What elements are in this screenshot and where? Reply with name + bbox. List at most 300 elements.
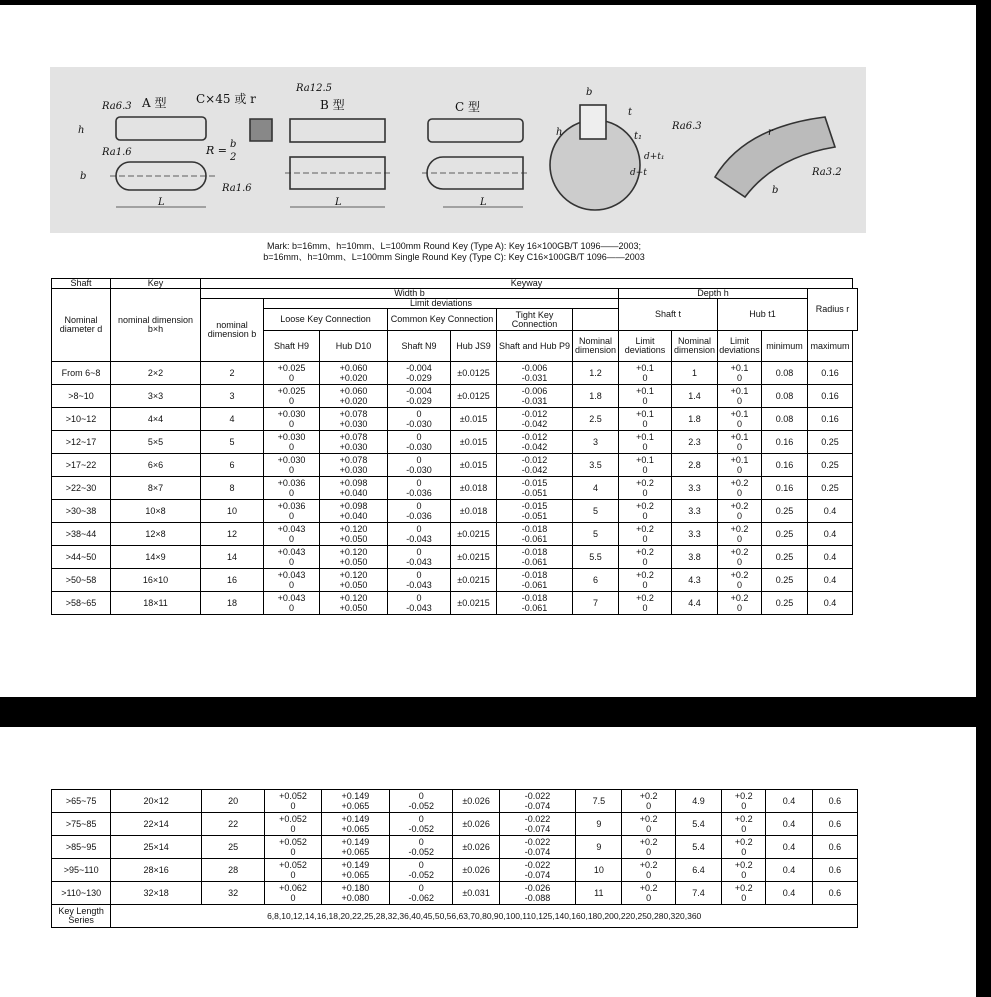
shaft-h9-cell-upper: +0.043 [277, 524, 306, 534]
radius-max-cell: 0.25 [808, 431, 853, 454]
frac-2: 2 [230, 152, 237, 163]
table-row [52, 431, 858, 454]
shaft-diameter-cell: >8~10 [52, 385, 111, 408]
shaft-hub-p9-cell-lower: -0.061 [521, 557, 548, 567]
hub-t1-dev-cell [718, 477, 762, 500]
shaft-n9-cell-upper: 0 [418, 860, 424, 870]
shaft-t-cell: 4 [573, 477, 619, 500]
hub-t1-dev-cell-lower: 0 [741, 893, 747, 903]
shaft-t-dev-cell [619, 477, 672, 500]
key-length-label: Key Length Series [52, 905, 111, 928]
dim-h-shaft: h [556, 127, 563, 138]
shaft-h9-cell-upper: +0.036 [277, 501, 306, 511]
hub-d10-cell-lower: +0.080 [341, 893, 370, 903]
hub-d10-cell [320, 569, 388, 592]
shaft-n9-cell-lower: -0.052 [408, 801, 435, 811]
shaft-h9-cell-upper: +0.052 [279, 814, 307, 824]
shaft-h9-cell-upper: +0.052 [279, 791, 307, 801]
hub-d10-cell [320, 362, 388, 385]
shaft-h9-cell [265, 836, 321, 859]
hub-d10-cell-upper: +0.060 [339, 363, 368, 373]
shaft-n9-cell-upper: 0 [418, 814, 424, 824]
hub-d10-cell-lower: +0.065 [341, 870, 370, 880]
nominal-b-cell: 25 [201, 836, 264, 859]
shaft-diameter-cell: >44~50 [52, 546, 111, 569]
shaft-n9-cell-lower: -0.029 [406, 373, 432, 383]
shaft-h9-cell [264, 592, 320, 615]
hub-t1-dev-cell [718, 569, 762, 592]
nominal-b-cell: 32 [201, 882, 264, 905]
shaft-n9-cell-lower: -0.043 [406, 557, 432, 567]
nominal-b-cell: 5 [201, 431, 264, 454]
hub-d10-cell-upper: +0.060 [339, 386, 368, 396]
shaft-hub-p9-cell-lower: -0.074 [524, 847, 551, 857]
hub-t1-dev-cell [718, 408, 762, 431]
hub-d10-cell-lower: +0.030 [339, 465, 368, 475]
header-shaft-t: Shaft t [619, 299, 718, 331]
key-size-cell: 32×18 [111, 882, 202, 905]
shaft-t-dev-cell [619, 546, 672, 569]
shaft-hub-p9-cell [499, 836, 575, 859]
hub-js9-cell: ±0.015 [451, 408, 497, 431]
shaft-n9-cell-upper: 0 [416, 432, 422, 442]
shaft-h9-cell-upper: +0.025 [277, 386, 306, 396]
shaft-diameter-cell: >85~95 [52, 836, 111, 859]
shaft-t-dev-cell [622, 790, 675, 813]
hub-t1-dev-cell [718, 546, 762, 569]
shaft-diameter-cell: From 6~8 [52, 362, 111, 385]
hub-t1-dev-cell-upper: +0.1 [730, 409, 749, 419]
hub-d10-cell-lower: +0.050 [339, 580, 368, 590]
hub-t1-dev-cell-lower: 0 [736, 465, 742, 475]
hub-js9-cell: ±0.026 [453, 859, 499, 882]
hub-t1-dev-cell [718, 362, 762, 385]
radius-max-cell: 0.6 [812, 836, 857, 859]
shaft-h9-cell-lower: 0 [288, 373, 294, 383]
hub-t1-dev-cell-lower: 0 [736, 419, 742, 429]
header-nominal-dim-b: nominal dimension b [201, 299, 264, 362]
shaft-n9-cell-upper: 0 [416, 409, 422, 419]
key-size-cell: 6×6 [111, 454, 201, 477]
shaft-t-dev-cell-lower: 0 [646, 870, 652, 880]
hub-d10-cell [321, 813, 389, 836]
shaft-n9-cell-lower: -0.062 [408, 893, 435, 903]
shaft-hub-p9-cell [497, 592, 573, 615]
header-maximum: maximum [808, 331, 853, 362]
hub-d10-cell-lower: +0.030 [339, 442, 368, 452]
hub-t1-dev-cell-upper: +0.1 [730, 455, 749, 465]
shaft-hub-p9-cell-upper: -0.012 [521, 409, 548, 419]
shaft-n9-cell-lower: -0.043 [406, 603, 432, 613]
shaft-hub-p9-cell [497, 500, 573, 523]
hub-t1-cell: 7.4 [675, 882, 721, 905]
radius-min-cell: 0.16 [762, 454, 808, 477]
radius-max-cell: 0.25 [808, 477, 853, 500]
shaft-t-dev-cell-upper: +0.2 [639, 883, 658, 893]
hub-t1-dev-cell-lower: 0 [741, 847, 747, 857]
header-shaft-nominal: Nominal dimension [573, 331, 619, 362]
shaft-hub-p9-cell-upper: -0.006 [521, 363, 548, 373]
shaft-h9-cell [264, 477, 320, 500]
shaft-t-cell: 3.5 [573, 454, 619, 477]
table-row [52, 790, 858, 813]
shaft-n9-cell-upper: 0 [416, 524, 422, 534]
shaft-diameter-cell: >95~110 [52, 859, 111, 882]
hub-d10-cell-lower: +0.020 [339, 396, 368, 406]
hub-js9-cell: ±0.0215 [451, 546, 497, 569]
shaft-hub-p9-cell-upper: -0.018 [521, 547, 548, 557]
header-minimum: minimum [762, 331, 808, 362]
nominal-b-cell: 14 [201, 546, 264, 569]
hub-js9-cell: ±0.0215 [451, 523, 497, 546]
shaft-t-dev-cell [619, 592, 672, 615]
table-row [52, 523, 858, 546]
shaft-h9-cell [265, 859, 321, 882]
shaft-n9-cell [388, 362, 451, 385]
shaft-n9-cell-lower: -0.030 [406, 465, 432, 475]
shaft-h9-cell [265, 882, 321, 905]
shaft-n9-cell [388, 500, 451, 523]
dim-d-minus-t: d−t [630, 168, 647, 178]
table-body-continued [52, 790, 858, 928]
hub-d10-cell [320, 385, 388, 408]
nominal-b-cell: 2 [201, 362, 264, 385]
shaft-hub-p9-cell [497, 408, 573, 431]
shaft-h9-cell-upper: +0.030 [277, 409, 306, 419]
header-shaft: Shaft [52, 279, 111, 289]
header-key: Key [111, 279, 201, 289]
shaft-t-dev-cell [619, 454, 672, 477]
radius-min-cell: 0.25 [762, 500, 808, 523]
shaft-diameter-cell: >12~17 [52, 431, 111, 454]
hub-t1-cell: 1.8 [672, 408, 718, 431]
shaft-hub-p9-cell-lower: -0.051 [521, 488, 548, 498]
shaft-n9-cell-upper: 0 [416, 547, 422, 557]
shaft-diameter-cell: >50~58 [52, 569, 111, 592]
hub-d10-cell-upper: +0.180 [341, 883, 370, 893]
hub-t1-cell: 3.3 [672, 523, 718, 546]
hub-t1-dev-cell-lower: 0 [741, 801, 747, 811]
hub-t1-dev-cell-upper: +0.1 [730, 432, 749, 442]
shaft-t-dev-cell-lower: 0 [642, 511, 648, 521]
mark-caption [50, 241, 858, 263]
shaft-n9-cell [388, 523, 451, 546]
hub-t1-cell: 1 [672, 362, 718, 385]
hub-t1-cell: 6.4 [675, 859, 721, 882]
hub-d10-cell-lower: +0.065 [341, 824, 370, 834]
key-size-cell: 2×2 [111, 362, 201, 385]
hub-d10-cell-lower: +0.050 [339, 534, 368, 544]
ra-12-5-label: Ra12.5 [296, 83, 332, 94]
shaft-n9-cell-upper: 0 [416, 501, 422, 511]
shaft-h9-cell-lower: 0 [290, 893, 296, 903]
shaft-hub-p9-cell-upper: -0.022 [524, 860, 551, 870]
chamfer-label: C×45 或 r [196, 92, 256, 106]
hub-d10-cell [321, 882, 389, 905]
hub-t1-dev-cell-lower: 0 [741, 870, 747, 880]
hub-d10-cell-lower: +0.065 [341, 847, 370, 857]
shaft-t-dev-cell-lower: 0 [642, 603, 648, 613]
r-eq-label: R = [206, 144, 227, 157]
shaft-h9-cell [264, 569, 320, 592]
shaft-h9-cell-upper: +0.052 [279, 860, 307, 870]
hub-t1-dev-cell-lower: 0 [741, 824, 747, 834]
radius-min-cell: 0.25 [762, 592, 808, 615]
nominal-b-cell: 10 [201, 500, 264, 523]
shaft-t-cell: 9 [576, 836, 622, 859]
radius-max-cell: 0.4 [808, 523, 853, 546]
key-size-cell: 10×8 [111, 500, 201, 523]
shaft-h9-cell [265, 790, 321, 813]
hub-d10-cell-upper: +0.149 [341, 837, 370, 847]
shaft-t-dev-cell [619, 431, 672, 454]
shaft-n9-cell-upper: 0 [416, 455, 422, 465]
hub-js9-cell: ±0.0125 [451, 385, 497, 408]
hub-t1-dev-cell [718, 385, 762, 408]
shaft-hub-p9-cell-lower: -0.061 [521, 534, 548, 544]
table-row [52, 454, 858, 477]
shaft-hub-p9-cell-upper: -0.022 [524, 837, 551, 847]
table-row [52, 569, 858, 592]
shaft-n9-cell-lower: -0.030 [406, 442, 432, 452]
shaft-t-dev-cell-lower: 0 [642, 442, 648, 452]
hub-t1-dev-cell-lower: 0 [736, 373, 742, 383]
hub-js9-cell: ±0.0215 [451, 592, 497, 615]
key-size-cell: 5×5 [111, 431, 201, 454]
shaft-t-dev-cell-lower: 0 [646, 824, 652, 834]
shaft-hub-p9-cell-upper: -0.022 [524, 791, 551, 801]
shaft-t-dev-cell-lower: 0 [642, 488, 648, 498]
shaft-n9-cell-upper: 0 [418, 837, 424, 847]
hub-t1-dev-cell-lower: 0 [736, 534, 742, 544]
nominal-b-cell: 4 [201, 408, 264, 431]
key-size-cell: 16×10 [111, 569, 201, 592]
hub-d10-cell [320, 454, 388, 477]
shaft-t-dev-cell-lower: 0 [642, 465, 648, 475]
radius-min-cell: 0.25 [762, 523, 808, 546]
shaft-n9-cell [388, 477, 451, 500]
radius-max-cell: 0.4 [808, 546, 853, 569]
hub-d10-cell-lower: +0.050 [339, 603, 368, 613]
hub-d10-cell-lower: +0.040 [339, 511, 368, 521]
shaft-h9-cell-upper: +0.062 [279, 883, 307, 893]
hub-t1-dev-cell [722, 836, 766, 859]
shaft-hub-p9-cell [497, 569, 573, 592]
key-size-cell: 12×8 [111, 523, 201, 546]
hub-d10-cell-lower: +0.050 [339, 557, 368, 567]
shaft-t-dev-cell-upper: +0.2 [636, 593, 654, 603]
shaft-h9-cell-upper: +0.052 [279, 837, 307, 847]
shaft-diameter-cell: >65~75 [52, 790, 111, 813]
shaft-hub-p9-cell-upper: -0.006 [521, 386, 548, 396]
shaft-t-cell: 7 [573, 592, 619, 615]
hub-d10-cell [321, 836, 389, 859]
radius-min-cell: 0.4 [766, 836, 812, 859]
shaft-t-dev-cell-lower: 0 [646, 847, 652, 857]
header-hub-limit-dev: Limit deviations [718, 331, 762, 362]
ra-6-3-label-a: Ra6.3 [102, 101, 132, 112]
shaft-h9-cell-lower: 0 [290, 847, 296, 857]
caption-line-2: b=16mm、h=10mm、L=100mm Single Round Key (Type C): Key C16×100GB/T 1096——2003 [263, 252, 645, 262]
shaft-diameter-cell: >58~65 [52, 592, 111, 615]
nominal-b-cell: 8 [201, 477, 264, 500]
shaft-hub-p9-cell-lower: -0.061 [521, 580, 548, 590]
shaft-h9-cell-lower: 0 [290, 870, 296, 880]
hub-d10-cell [320, 592, 388, 615]
dim-d-plus-t1: d+t₁ [644, 152, 665, 162]
radius-max-cell: 0.6 [812, 813, 857, 836]
hub-t1-dev-cell [722, 813, 766, 836]
shaft-hub-p9-cell-upper: -0.012 [521, 432, 548, 442]
shaft-t-cell: 2.5 [573, 408, 619, 431]
shaft-h9-cell-lower: 0 [288, 511, 294, 521]
shaft-hub-p9-cell-lower: -0.042 [521, 465, 548, 475]
shaft-hub-p9-cell-upper: -0.015 [521, 501, 548, 511]
shaft-n9-cell-lower: -0.029 [406, 396, 432, 406]
shaft-hub-p9-cell-upper: -0.026 [524, 883, 551, 893]
header-hub-nominal: Nominal dimension [672, 331, 718, 362]
shaft-n9-cell [388, 546, 451, 569]
hub-t1-dev-cell-upper: +0.2 [730, 501, 749, 511]
hub-t1-dev-cell-upper: +0.2 [734, 883, 753, 893]
shaft-t-dev-cell-upper: +0.2 [636, 570, 654, 580]
shaft-diameter-cell: >10~12 [52, 408, 111, 431]
shaft-t-dev-cell-upper: +0.2 [636, 524, 654, 534]
radius-max-cell: 0.4 [808, 500, 853, 523]
hub-d10-cell-upper: +0.078 [339, 409, 368, 419]
shaft-h9-cell-upper: +0.025 [277, 363, 306, 373]
hub-t1-dev-cell [718, 454, 762, 477]
shaft-h9-cell-lower: 0 [288, 465, 294, 475]
table-row [52, 362, 858, 385]
hub-js9-cell: ±0.015 [451, 431, 497, 454]
hub-d10-cell [320, 500, 388, 523]
header-nominal-diameter: Nominal diameter d [52, 289, 111, 362]
shaft-h9-cell [265, 813, 321, 836]
radius-min-cell: 0.08 [762, 362, 808, 385]
shaft-t-dev-cell-upper: +0.2 [639, 814, 658, 824]
hub-t1-dev-cell-upper: +0.2 [730, 547, 749, 557]
shaft-n9-cell-lower: -0.052 [408, 847, 435, 857]
shaft-n9-cell-upper: 0 [418, 883, 424, 893]
hub-js9-cell: ±0.018 [451, 477, 497, 500]
header-keyway: Keyway [201, 279, 853, 289]
hub-d10-cell-lower: +0.040 [339, 488, 368, 498]
header-hub-t1: Hub t1 [718, 299, 808, 331]
shaft-t-cell: 10 [576, 859, 622, 882]
hub-t1-dev-cell-upper: +0.2 [734, 814, 753, 824]
hub-d10-cell-upper: +0.078 [339, 455, 368, 465]
hub-t1-dev-cell-upper: +0.1 [730, 386, 749, 396]
hub-js9-cell: ±0.026 [453, 836, 499, 859]
shaft-t-dev-cell-upper: +0.1 [636, 432, 654, 442]
shaft-n9-cell-upper: 0 [416, 570, 422, 580]
radius-max-cell: 0.6 [812, 859, 857, 882]
hub-t1-dev-cell-upper: +0.2 [730, 570, 749, 580]
shaft-h9-cell-lower: 0 [288, 419, 294, 429]
hub-t1-cell: 4.3 [672, 569, 718, 592]
hub-t1-dev-cell-lower: 0 [736, 580, 742, 590]
header-shaft-limit-dev: Limit deviations [619, 331, 672, 362]
shaft-n9-cell-upper: 0 [416, 478, 422, 488]
hub-t1-cell: 5.4 [675, 813, 721, 836]
shaft-hub-p9-cell-lower: -0.042 [521, 442, 548, 452]
radius-min-cell: 0.16 [762, 477, 808, 500]
key-size-cell: 20×12 [111, 790, 202, 813]
shaft-hub-p9-cell [499, 882, 575, 905]
dim-b-hub: b [772, 185, 779, 196]
shaft-t-cell: 11 [576, 882, 622, 905]
nominal-b-cell: 20 [201, 790, 264, 813]
shaft-n9-cell-upper: 0 [416, 593, 422, 603]
shaft-h9-cell [264, 385, 320, 408]
shaft-n9-cell [390, 836, 453, 859]
radius-max-cell: 0.6 [812, 882, 857, 905]
hub-d10-cell-upper: +0.120 [339, 570, 368, 580]
key-size-cell: 22×14 [111, 813, 202, 836]
shaft-t-dev-cell-upper: +0.1 [636, 386, 654, 396]
key-size-cell: 28×16 [111, 859, 202, 882]
shaft-t-dev-cell [619, 500, 672, 523]
dim-r: r [768, 127, 773, 138]
hub-t1-dev-cell-upper: +0.2 [734, 837, 753, 847]
shaft-n9-cell-lower: -0.030 [406, 419, 432, 429]
shaft-n9-cell-upper: 0 [418, 791, 424, 801]
document-page-1 [0, 5, 976, 697]
table-row [52, 813, 858, 836]
hub-t1-cell: 4.9 [675, 790, 721, 813]
caption-line-1: Mark: b=16mm、h=10mm、L=100mm Round Key (Type A): Key 16×100GB/T 1096——2003; [266, 241, 642, 251]
nominal-b-cell: 28 [201, 859, 264, 882]
hub-js9-cell: ±0.026 [453, 790, 499, 813]
shaft-t-dev-cell-upper: +0.1 [636, 363, 654, 373]
table-row [52, 477, 858, 500]
shaft-t-dev-cell-upper: +0.2 [636, 478, 654, 488]
nominal-b-cell: 18 [201, 592, 264, 615]
hub-js9-cell: ±0.015 [451, 454, 497, 477]
shaft-diameter-cell: >38~44 [52, 523, 111, 546]
radius-max-cell: 0.25 [808, 454, 853, 477]
shaft-hub-p9-cell-upper: -0.015 [521, 478, 548, 488]
shaft-h9-cell-lower: 0 [288, 557, 294, 567]
header-hub-d10: Hub D10 [320, 331, 388, 362]
shaft-hub-p9-cell-lower: -0.074 [524, 824, 551, 834]
shaft-h9-cell-lower: 0 [288, 580, 294, 590]
shaft-n9-cell [388, 408, 451, 431]
table-body [52, 279, 858, 615]
hub-t1-dev-cell [718, 431, 762, 454]
shaft-hub-p9-cell [499, 813, 575, 836]
hub-t1-dev-cell-upper: +0.2 [730, 593, 749, 603]
shaft-hub-p9-cell-lower: -0.088 [524, 893, 551, 903]
shaft-t-dev-cell-lower: 0 [642, 419, 648, 429]
key-dimension-table [51, 278, 858, 615]
header-width-b: Width b [201, 289, 619, 299]
dim-L-c: L [480, 197, 487, 208]
shaft-h9-cell-lower: 0 [288, 442, 294, 452]
shaft-hub-p9-cell-upper: -0.012 [521, 455, 548, 465]
radius-max-cell: 0.16 [808, 408, 853, 431]
shaft-hub-p9-cell-lower: -0.061 [521, 603, 548, 613]
table-row [52, 592, 858, 615]
header-loose: Loose Key Connection [264, 309, 388, 331]
ra-1-6-label-2: Ra1.6 [222, 183, 252, 194]
radius-min-cell: 0.4 [766, 790, 812, 813]
hub-d10-cell [321, 790, 389, 813]
key-size-cell: 3×3 [111, 385, 201, 408]
hub-d10-cell-upper: +0.078 [339, 432, 368, 442]
keyway-slot [580, 105, 606, 139]
